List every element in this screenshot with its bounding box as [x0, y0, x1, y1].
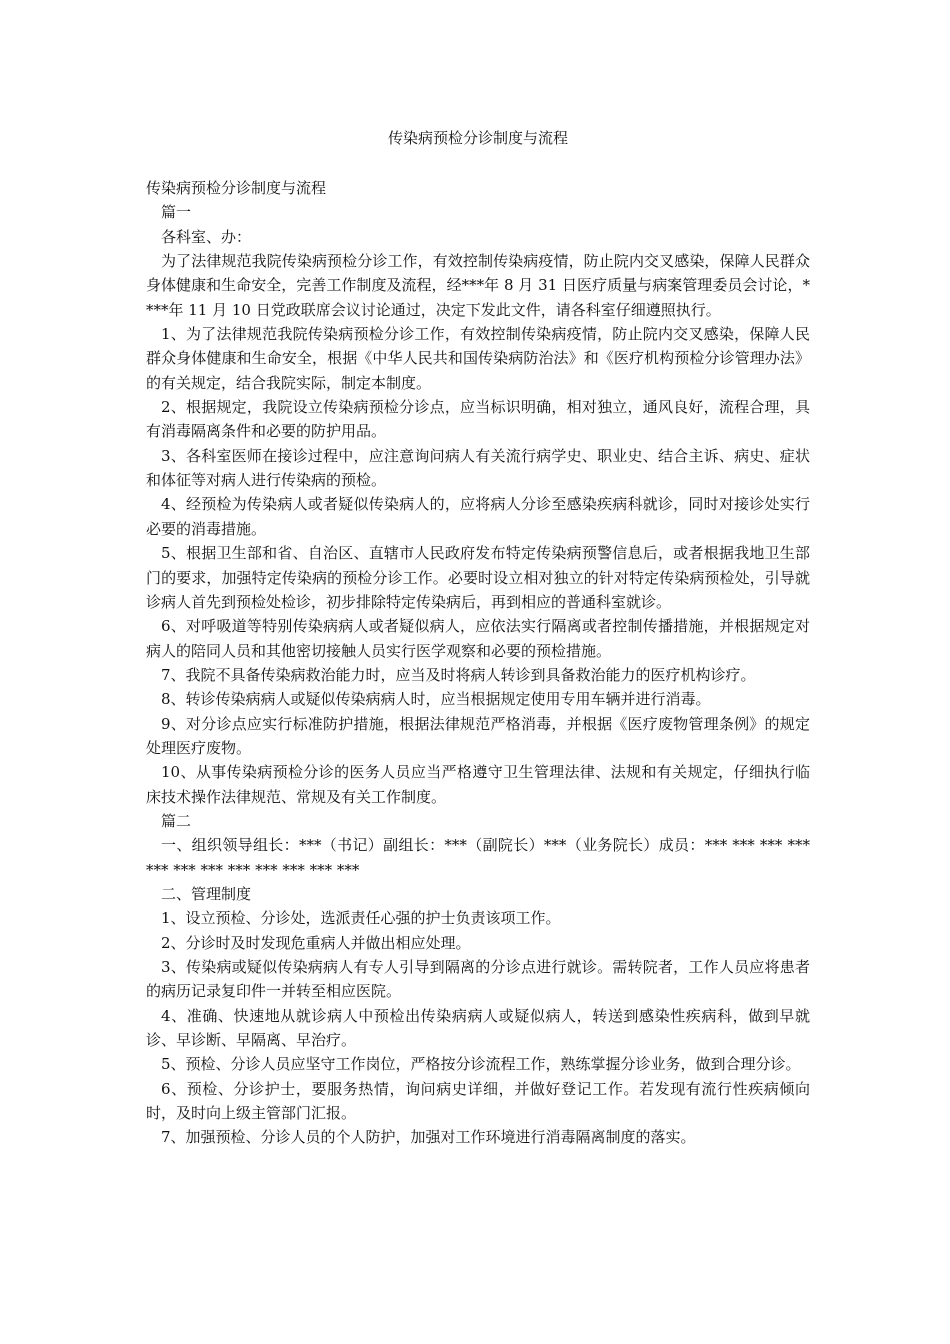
part1-item: 8、转诊传染病病人或疑似传染病病人时，应当根据规定使用专用车辆并进行消毒。: [161, 690, 711, 709]
part1-item: 4、经预检为传染病人或者疑似传染病人的，应将病人分诊至感染疾病科就诊，同时对接诊处实行必要的消毒措施。: [146, 495, 810, 538]
part2-management-heading: 二、管理制度: [161, 884, 252, 903]
part1-item: 9、对分诊点应实行标准防护措施，根据法律规范严格消毒，并根据《医疗废物管理条例》的规定处理医疗废物。: [146, 714, 810, 757]
part1-item: 5、根据卫生部和省、自治区、直辖市人民政府发布特定传染病预警信息后，或者根据我地卫生部门的要求，加强特定传染病的预检分诊工作。必要时设立相对独立的针对特定传染病预检处，引导就诊病人首先到预检处检诊，初步排除特定传染病后，再到相应的普通科室就诊。: [146, 544, 810, 611]
part1-item: 1、为了法律规范我院传染病预检分诊工作，有效控制传染病疫情，防止院内交叉感染，保障人民群众身体健康和生命安全，根据《中华人民共和国传染病防治法》和《医疗机构预检分诊管理办法》的有关规定，结合我院实际，制定本制度。: [146, 325, 810, 392]
part1-item: 6、对呼吸道等特别传染病病人或者疑似病人，应依法实行隔离或者控制传播措施，并根据规定对病人的陪同人员和其他密切接触人员实行医学观察和必要的预检措施。: [146, 617, 810, 660]
part2-item: 7、加强预检、分诊人员的个人防护，加强对工作环境进行消毒隔离制度的落实。: [161, 1128, 696, 1147]
part2-item: 3、传染病或疑似传染病病人有专人引导到隔离的分诊点进行就诊。需转院者，工作人员应将患者的病历记录复印件一并转至相应医院。: [146, 958, 810, 1001]
part1-label: 篇一: [161, 203, 192, 222]
document-body: [146, 176, 810, 1150]
part1-item: 3、各科室医师在接诊过程中，应注意询问病人有关流行病学史、职业史、结合主诉、病史、症状和体征等对病人进行传染病的预检。: [146, 446, 810, 490]
part2-item: 4、准确、快速地从就诊病人中预检出传染病病人或疑似病人，转送到感染性疾病科，做到早就诊、早诊断、早隔离、早治疗。: [146, 1006, 810, 1050]
part2-item: 5、预检、分诊人员应坚守工作岗位，严格按分诊流程工作，熟练掌握分诊业务，做到合理分诊。: [161, 1055, 801, 1074]
part1-item: 7、我院不具备传染病救治能力时，应当及时将病人转诊到具备救治能力的医疗机构诊疗。: [161, 665, 756, 684]
part1-item: 10、从事传染病预检分诊的医务人员应当严格遵守卫生管理法律、法规和有关规定，仔细执行临床技术操作法律规范、常规及有关工作制度。: [146, 763, 810, 806]
document-title: 传染病预检分诊制度与流程: [387, 129, 568, 147]
salutation: 各科室、办：: [161, 227, 252, 246]
part2-item: 1、设立预检、分诊处，选派责任心强的护士负责该项工作。: [161, 909, 561, 928]
part2-item: 6、预检、分诊护士，要服务热情，询问病史详细，并做好登记工作。若发现有流行性疾病倾向时，及时向上级主管部门汇报。: [146, 1079, 810, 1123]
part2-organization: 一、组织领导组长：***（书记）副组长：***（副院长）***（业务院长）成员：*** *** *** *** *** *** *** *** *** *** *** ***: [146, 836, 810, 879]
part2-label: 篇二: [161, 811, 192, 830]
part2-item: 2、分诊时及时发现危重病人并做出相应处理。: [161, 933, 471, 952]
document-subtitle: 传染病预检分诊制度与流程: [146, 179, 327, 197]
intro-paragraph: 为了法律规范我院传染病预检分诊工作，有效控制传染病疫情，防止院内交叉感染，保障人民群众身体健康和生命安全，完善工作制度及流程，经***年 8 月 31 日医疗质量与病案管理委员会讨论，****年 11 月 10 日党政联席会议讨论通过，决定下发此文件，请各科室仔细遵照执行。: [146, 252, 810, 319]
part1-item: 2、根据规定，我院设立传染病预检分诊点，应当标识明确，相对独立，通风良好，流程合理，具有消毒隔离条件和必要的防护用品。: [146, 398, 810, 441]
